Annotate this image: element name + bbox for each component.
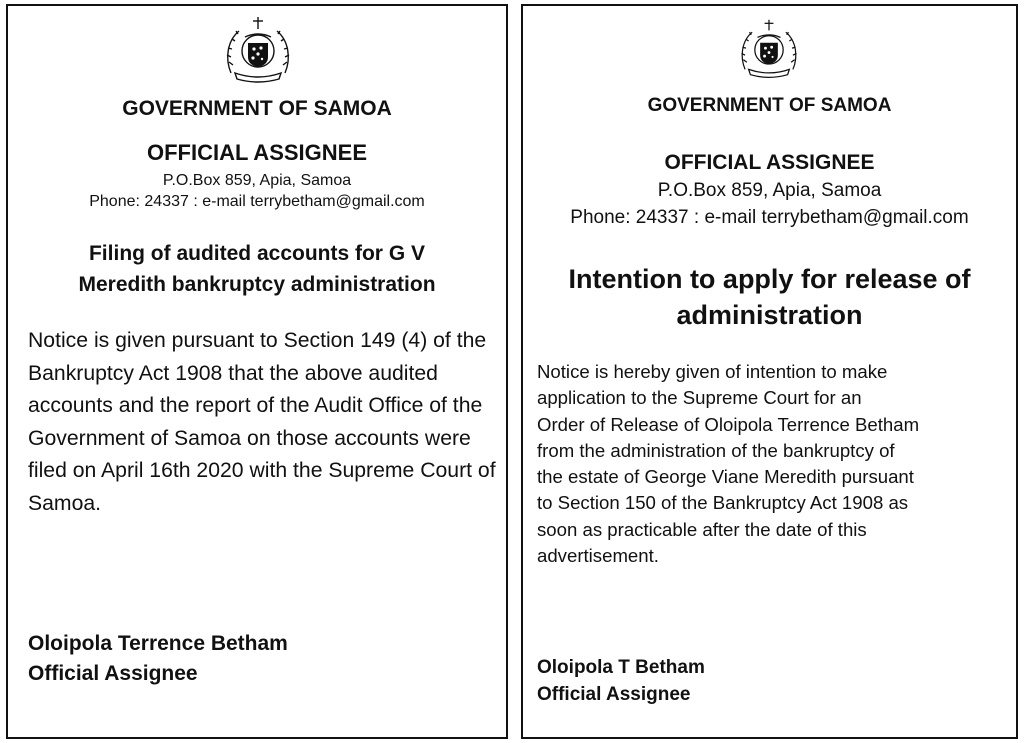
notice-body	[537, 359, 1007, 569]
notice-body-line: the estate of George Viane Meredith pursuant	[537, 466, 914, 488]
notice-title	[8, 238, 506, 300]
samoa-coat-of-arms-icon	[738, 16, 800, 82]
postal-address: P.O.Box 859, Apia, Samoa	[657, 180, 882, 201]
contact-line: Phone: 24337 : e-mail terrybetham@gmail.com	[570, 207, 969, 228]
signatory-title: Official Assignee	[28, 662, 198, 685]
signatory-name: Oloipola T Betham	[537, 657, 705, 678]
signatory-name: Oloipola Terrence Betham	[28, 632, 288, 655]
office-heading: OFFICIAL ASSIGNEE	[664, 151, 875, 174]
notice-body-line: advertisement.	[537, 545, 659, 567]
samoa-coat-of-arms-icon	[223, 15, 293, 85]
signatory-title: Official Assignee	[537, 684, 691, 705]
notice-title-line-2: administration	[676, 300, 863, 330]
signature-block	[28, 629, 288, 689]
notice-title-line-2: Meredith bankruptcy administration	[78, 273, 436, 296]
notice-title	[523, 261, 1016, 333]
government-heading: GOVERNMENT OF SAMOA	[647, 95, 892, 116]
notice-body: Notice is given pursuant to Section 149 (4) of the Bankruptcy Act 1908 that the above audited accounts and the report of the Audit Office of the Government of Samoa on those accounts were filed on April 16th 2020 with the Supreme Court of Samoa.	[28, 329, 496, 515]
notice-title-line-1: Intention to apply for release of	[568, 264, 971, 294]
government-heading: GOVERNMENT OF SAMOA	[122, 97, 392, 120]
right-notice-panel	[521, 4, 1018, 739]
left-notice-panel	[6, 4, 508, 739]
office-heading: OFFICIAL ASSIGNEE	[146, 140, 368, 165]
notice-body-line: to Section 150 of the Bankruptcy Act 1908 as	[537, 492, 909, 514]
notice-body-line: Order of Release of Oloipola Terrence Betham	[537, 413, 920, 435]
notice-title-line-1: Filing of audited accounts for G V	[88, 242, 425, 265]
postal-address: P.O.Box 859, Apia, Samoa	[162, 172, 352, 189]
notice-body-line: application to the Supreme Court for an	[537, 387, 862, 409]
signature-block	[537, 654, 705, 708]
contact-line: Phone: 24337 : e-mail terrybetham@gmail.com	[89, 193, 425, 210]
notice-body-line: soon as practicable after the date of this	[537, 518, 867, 540]
notice-body-line: Notice is hereby given of intention to make	[537, 361, 888, 382]
notice-body-line: from the administration of the bankruptcy of	[537, 439, 895, 461]
